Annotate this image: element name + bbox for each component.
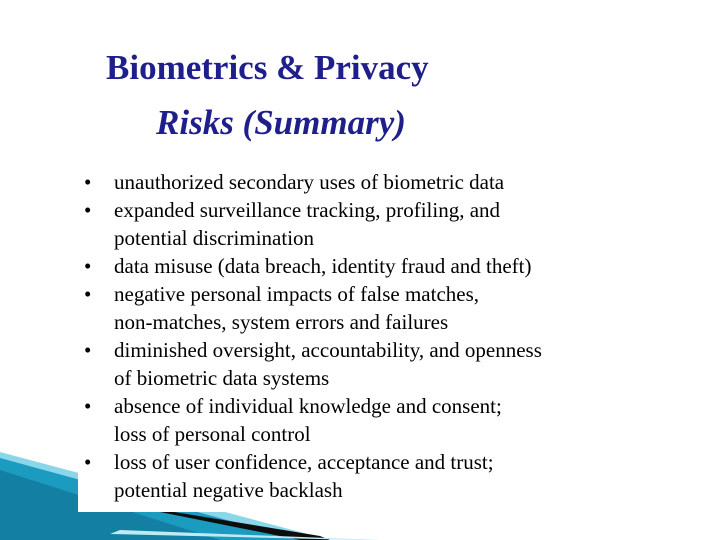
bullet-text: unauthorized secondary uses of biometric data [114, 170, 505, 194]
bullet-text: loss of user confidence, acceptance and trust; [114, 450, 494, 474]
bullet-text: absence of individual knowledge and consent; [114, 394, 502, 418]
bullet-dot: • [84, 198, 92, 222]
bullet-item [84, 196, 644, 252]
slide-title: Biometrics & Privacy [106, 48, 429, 87]
bullet-text-continued: of biometric data systems [114, 366, 330, 390]
bullet-text: negative personal impacts of false matches, [114, 282, 480, 306]
slide-subtitle: Risks (Summary) [156, 103, 406, 142]
bullet-item [84, 392, 644, 448]
bullet-text: expanded surveillance tracking, profiling, and [114, 198, 501, 222]
bullet-text: diminished oversight, accountability, and openness [114, 338, 542, 362]
bullet-item [84, 448, 644, 504]
bullet-text-continued: non-matches, system errors and failures [114, 310, 449, 334]
bullet-dot: • [84, 170, 92, 194]
bullet-text: data misuse (data breach, identity fraud and theft) [114, 254, 532, 278]
bullet-text-continued: loss of personal control [114, 422, 311, 446]
bullet-item [84, 168, 644, 196]
bullet-item [84, 280, 644, 336]
bullet-dot: • [84, 254, 92, 278]
bullet-text-continued: potential negative backlash [114, 478, 343, 502]
bullet-dot: • [84, 450, 92, 474]
bullet-text-continued: potential discrimination [114, 226, 315, 250]
bullet-dot: • [84, 338, 92, 362]
bullet-item [84, 252, 644, 280]
bullet-item [84, 336, 644, 392]
bullet-dot: • [84, 282, 92, 306]
bullet-dot: • [84, 394, 92, 418]
bullet-list [84, 168, 644, 504]
